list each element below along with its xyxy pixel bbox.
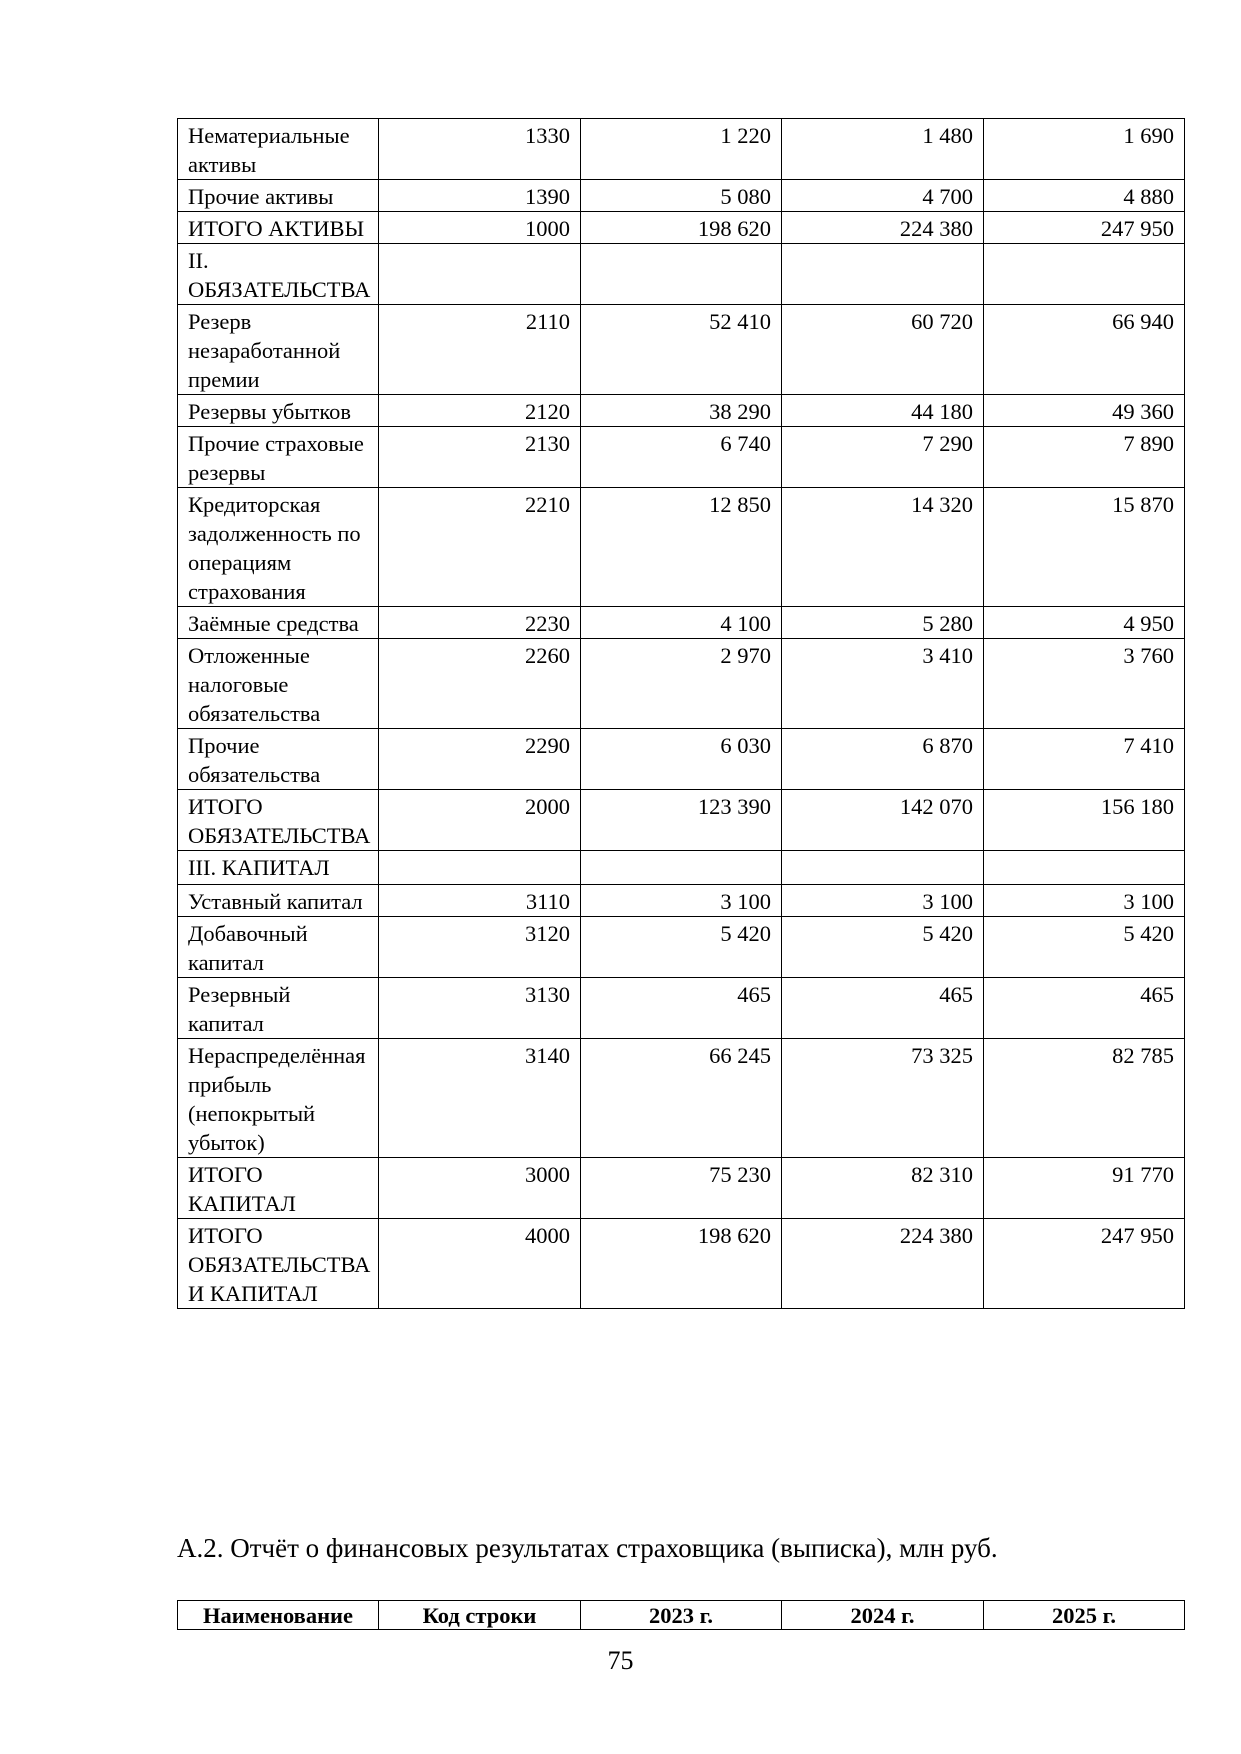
- row-name: Резервы убытков: [178, 395, 379, 427]
- value-2025: 91 770: [984, 1158, 1185, 1219]
- value-2023: 66 245: [581, 1039, 782, 1158]
- table-row: [178, 212, 1185, 244]
- column-header-2025: 2025 г.: [984, 1601, 1185, 1630]
- header-row: [178, 1601, 1185, 1630]
- row-code: 2290: [379, 729, 581, 790]
- value-2024: 4 700: [782, 180, 984, 212]
- value-2025: 3 100: [984, 885, 1185, 917]
- value-2025: 4 880: [984, 180, 1185, 212]
- row-code: 3130: [379, 978, 581, 1039]
- table-row: [178, 978, 1185, 1039]
- table-row: [178, 180, 1185, 212]
- row-code: 4000: [379, 1219, 581, 1309]
- row-name: Прочие страховые резервы: [178, 427, 379, 488]
- row-code: 2110: [379, 305, 581, 395]
- value-2024: 7 290: [782, 427, 984, 488]
- value-2023: 465: [581, 978, 782, 1039]
- value-2025: 247 950: [984, 212, 1185, 244]
- value-2025: 156 180: [984, 790, 1185, 851]
- row-name: Прочие обязательства: [178, 729, 379, 790]
- value-2023: 75 230: [581, 1158, 782, 1219]
- row-code: 3110: [379, 885, 581, 917]
- value-2025: 247 950: [984, 1219, 1185, 1309]
- column-header-2023: 2023 г.: [581, 1601, 782, 1630]
- value-2024: 60 720: [782, 305, 984, 395]
- value-2024: 3 100: [782, 885, 984, 917]
- balance-table: [177, 118, 1185, 1309]
- row-code: 2000: [379, 790, 581, 851]
- row-code: 1330: [379, 119, 581, 180]
- column-header-code: Код строки: [379, 1601, 581, 1630]
- value-2023: 3 100: [581, 885, 782, 917]
- row-code: 2210: [379, 488, 581, 607]
- value-2025: 3 760: [984, 639, 1185, 729]
- value-2024: 224 380: [782, 212, 984, 244]
- value-2023: 198 620: [581, 1219, 782, 1309]
- value-2023: [581, 851, 782, 885]
- row-name: Нераспределённая прибыль (непокрытый убыток): [178, 1039, 379, 1158]
- value-2023: 123 390: [581, 790, 782, 851]
- row-name: Резерв незаработанной премии: [178, 305, 379, 395]
- section-row: [178, 244, 1185, 305]
- section-caption: А.2. Отчёт о финансовых результатах страховщика (выписка), млн руб.: [177, 1533, 998, 1563]
- value-2024: 82 310: [782, 1158, 984, 1219]
- row-name: Кредиторская задолженность по операциям страхования: [178, 488, 379, 607]
- table-row: [178, 917, 1185, 978]
- row-name: ИТОГО КАПИТАЛ: [178, 1158, 379, 1219]
- value-2024: [782, 244, 984, 305]
- value-2025: 4 950: [984, 607, 1185, 639]
- row-name: Заёмные средства: [178, 607, 379, 639]
- value-2023: 6 030: [581, 729, 782, 790]
- row-name: ИТОГО АКТИВЫ: [178, 212, 379, 244]
- table-row: [178, 119, 1185, 180]
- row-name: ИТОГО ОБЯЗАТЕЛЬСТВА: [178, 790, 379, 851]
- table-row: [178, 1219, 1185, 1309]
- value-2025: 7 410: [984, 729, 1185, 790]
- value-2023: 38 290: [581, 395, 782, 427]
- table-row: [178, 395, 1185, 427]
- row-name: Прочие активы: [178, 180, 379, 212]
- value-2024: 5 420: [782, 917, 984, 978]
- value-2025: 15 870: [984, 488, 1185, 607]
- section-title: III. КАПИТАЛ: [178, 851, 379, 885]
- table-row: [178, 607, 1185, 639]
- table-row: [178, 488, 1185, 607]
- row-name: Добавочный капитал: [178, 917, 379, 978]
- table-row: [178, 305, 1185, 395]
- value-2024: 44 180: [782, 395, 984, 427]
- value-2024: [782, 851, 984, 885]
- row-code: 3140: [379, 1039, 581, 1158]
- value-2025: 66 940: [984, 305, 1185, 395]
- row-name: Резервный капитал: [178, 978, 379, 1039]
- value-2023: 2 970: [581, 639, 782, 729]
- balance-table-body: [178, 119, 1185, 1309]
- value-2024: 3 410: [782, 639, 984, 729]
- value-2024: 73 325: [782, 1039, 984, 1158]
- value-2023: 52 410: [581, 305, 782, 395]
- page-number: 75: [607, 1646, 634, 1675]
- value-2024: 224 380: [782, 1219, 984, 1309]
- value-2025: [984, 244, 1185, 305]
- value-2024: 5 280: [782, 607, 984, 639]
- table-row: [178, 639, 1185, 729]
- value-2023: 1 220: [581, 119, 782, 180]
- value-2025: 5 420: [984, 917, 1185, 978]
- row-code: 2230: [379, 607, 581, 639]
- row-name: ИТОГО ОБЯЗАТЕЛЬСТВА И КАПИТАЛ: [178, 1219, 379, 1309]
- row-name: Уставный капитал: [178, 885, 379, 917]
- value-2025: 82 785: [984, 1039, 1185, 1158]
- table-row: [178, 427, 1185, 488]
- row-code: [379, 851, 581, 885]
- value-2024: 6 870: [782, 729, 984, 790]
- value-2023: 5 420: [581, 917, 782, 978]
- row-code: 2130: [379, 427, 581, 488]
- value-2024: 14 320: [782, 488, 984, 607]
- section-row: [178, 851, 1185, 885]
- value-2024: 142 070: [782, 790, 984, 851]
- value-2025: 1 690: [984, 119, 1185, 180]
- value-2023: 6 740: [581, 427, 782, 488]
- table-row: [178, 1039, 1185, 1158]
- value-2025: 465: [984, 978, 1185, 1039]
- value-2025: [984, 851, 1185, 885]
- table-row: [178, 729, 1185, 790]
- row-code: 3120: [379, 917, 581, 978]
- section-title: II. ОБЯЗАТЕЛЬСТВА: [178, 244, 379, 305]
- table-row: [178, 1158, 1185, 1219]
- value-2023: 12 850: [581, 488, 782, 607]
- value-2023: 5 080: [581, 180, 782, 212]
- value-2024: 465: [782, 978, 984, 1039]
- table-row: [178, 790, 1185, 851]
- column-header-2024: 2024 г.: [782, 1601, 984, 1630]
- row-code: 2120: [379, 395, 581, 427]
- column-header-name: Наименование: [178, 1601, 379, 1630]
- value-2023: 4 100: [581, 607, 782, 639]
- value-2025: 49 360: [984, 395, 1185, 427]
- row-code: 2260: [379, 639, 581, 729]
- results-table-header: [177, 1600, 1185, 1630]
- value-2023: 198 620: [581, 212, 782, 244]
- row-code: [379, 244, 581, 305]
- value-2025: 7 890: [984, 427, 1185, 488]
- balance-sheet-extract: [177, 118, 1184, 1309]
- value-2023: [581, 244, 782, 305]
- row-code: 3000: [379, 1158, 581, 1219]
- value-2024: 1 480: [782, 119, 984, 180]
- row-code: 1390: [379, 180, 581, 212]
- table-row: [178, 885, 1185, 917]
- row-name: Отложенные налоговые обязательства: [178, 639, 379, 729]
- row-code: 1000: [379, 212, 581, 244]
- row-name: Нематериальные активы: [178, 119, 379, 180]
